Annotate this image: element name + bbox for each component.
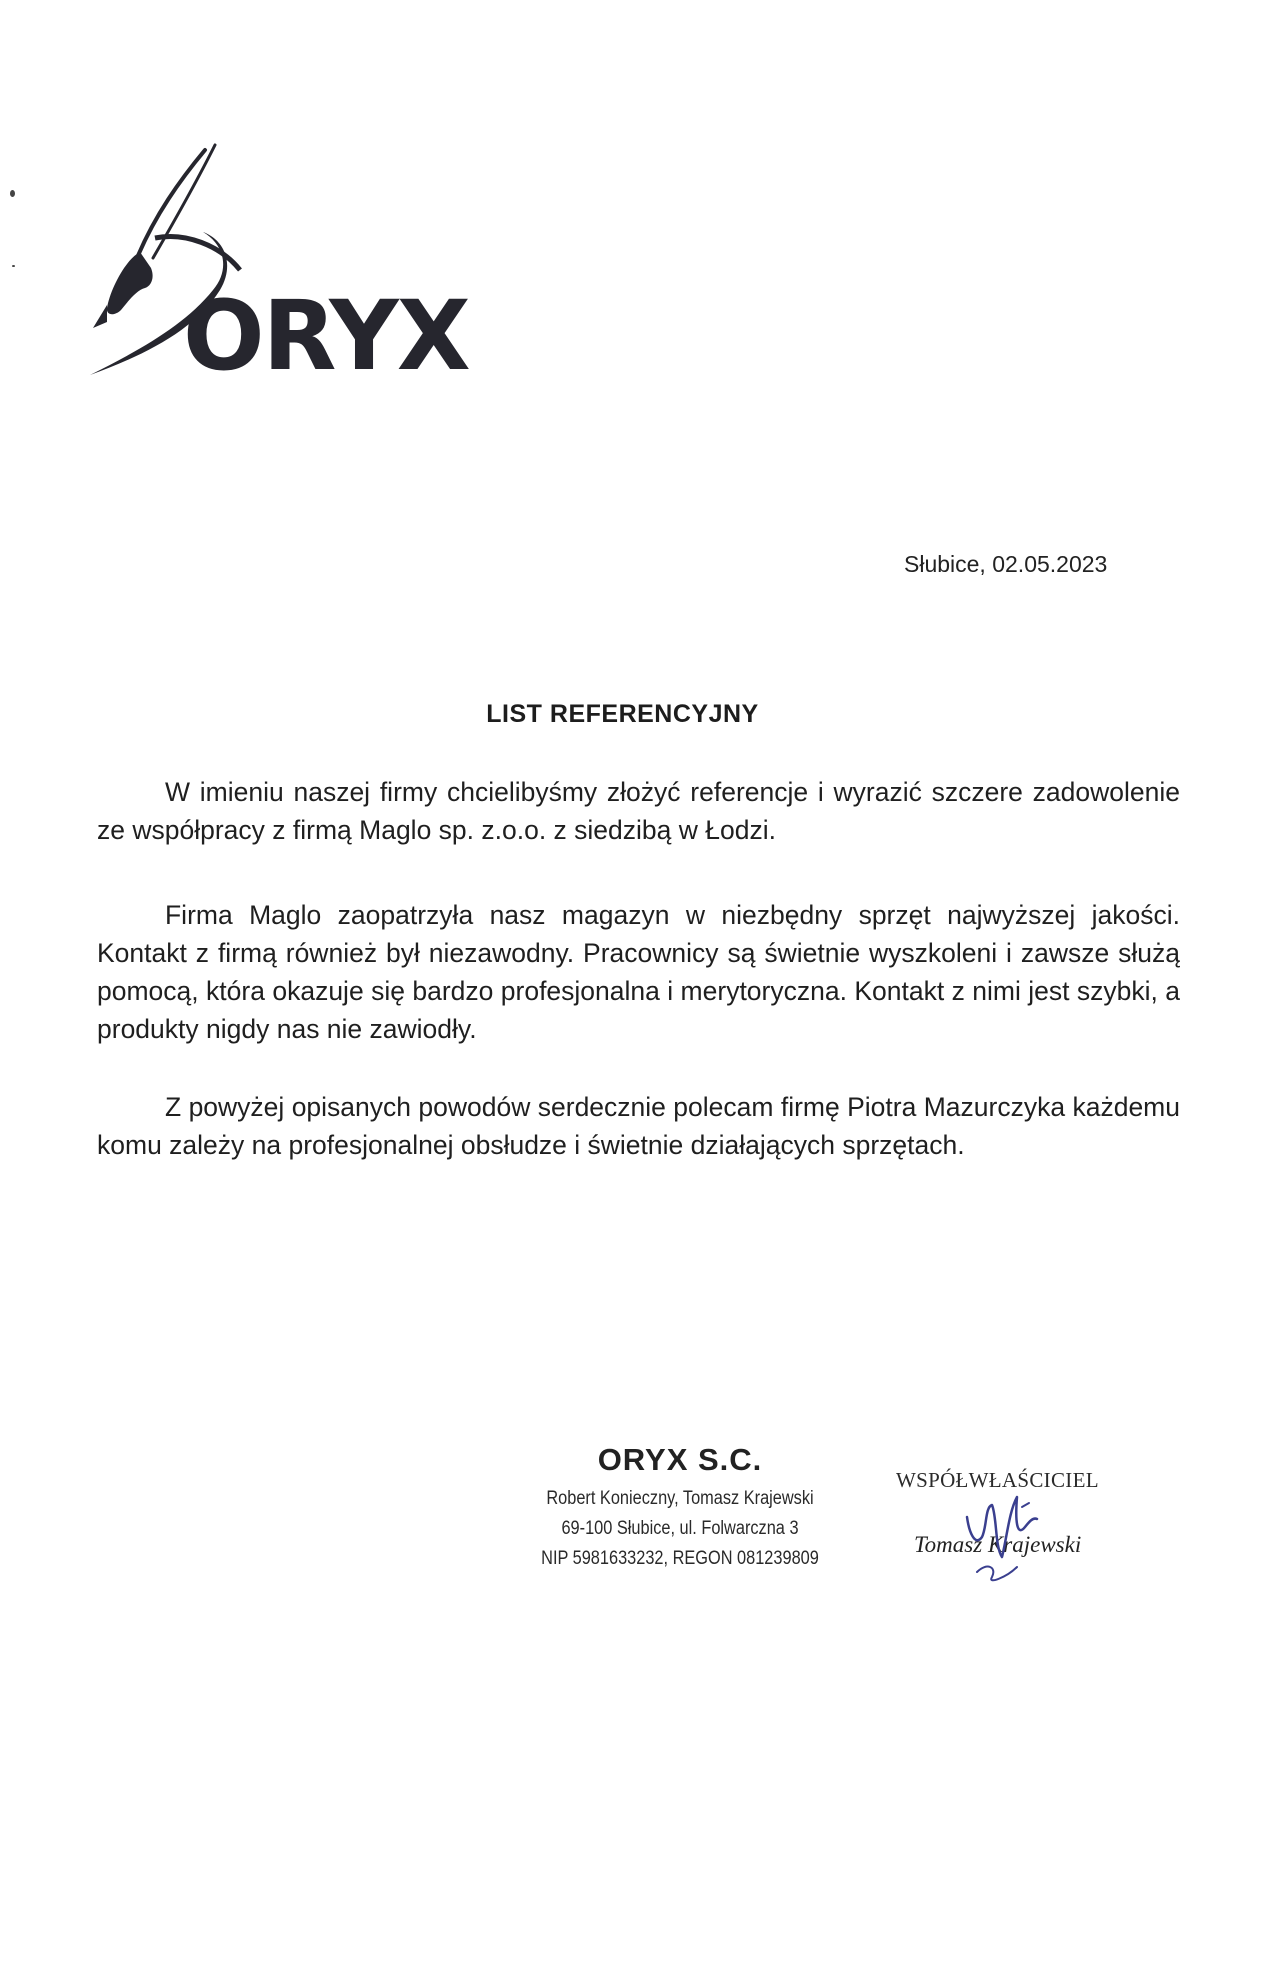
letter-title: LIST REFERENCYJNY: [486, 700, 759, 728]
signature-block: [892, 1462, 1152, 1602]
paragraph-2-text: Firma Maglo zaopatrzyła nasz magazyn w niezbędny sprzęt najwyższej jakości. Kontakt z firmą również był niezawodny. Pracownicy są świetnie wyszkoleni i zawsze służą pomocą, która okazuje się bardzo profesjonalna i merytoryczna. Kontakt z nimi jest szybki, a produkty nigdy nas nie zawiodły.: [97, 900, 1180, 1044]
paragraph-1: [97, 773, 1180, 849]
stamp-company-name: ORYX S.C.: [597, 1442, 763, 1477]
signature-scribble: [947, 1477, 1057, 1587]
paragraph-3: [97, 1088, 1180, 1164]
stamp-ids: NIP 5981633232, REGON 081239809: [541, 1548, 819, 1569]
paragraph-2: [97, 896, 1180, 1048]
stamp-owners: Robert Konieczny, Tomasz Krajewski: [546, 1488, 814, 1509]
signature-role: WSPÓŁWŁAŚCICIEL: [896, 1468, 1099, 1492]
scan-speck: [12, 265, 15, 267]
logo-wordmark: ORYX: [183, 280, 469, 392]
paragraph-1-text: W imieniu naszej firmy chcielibyśmy złożyć referencje i wyrazić szczere zadowolenie ze współpracy z firmą Maglo sp. z.o.o. z siedzibą w Łodzi.: [97, 777, 1180, 845]
oryx-logo: [85, 140, 469, 392]
scan-speck: [10, 190, 15, 197]
paragraph-3-text: Z powyżej opisanych powodów serdecznie polecam firmę Piotra Mazurczyka każdemu komu zależy na profesjonalnej obsłudze i świetnie działających sprzętach.: [97, 1092, 1180, 1160]
stamp-address: 69-100 Słubice, ul. Folwarczna 3: [561, 1518, 799, 1539]
handwritten-signature: [947, 1477, 1057, 1587]
company-stamp: [470, 1442, 890, 1574]
signature-name: Tomasz Krajewski: [914, 1532, 1082, 1557]
letter-date: Słubice, 02.05.2023: [904, 551, 1108, 577]
